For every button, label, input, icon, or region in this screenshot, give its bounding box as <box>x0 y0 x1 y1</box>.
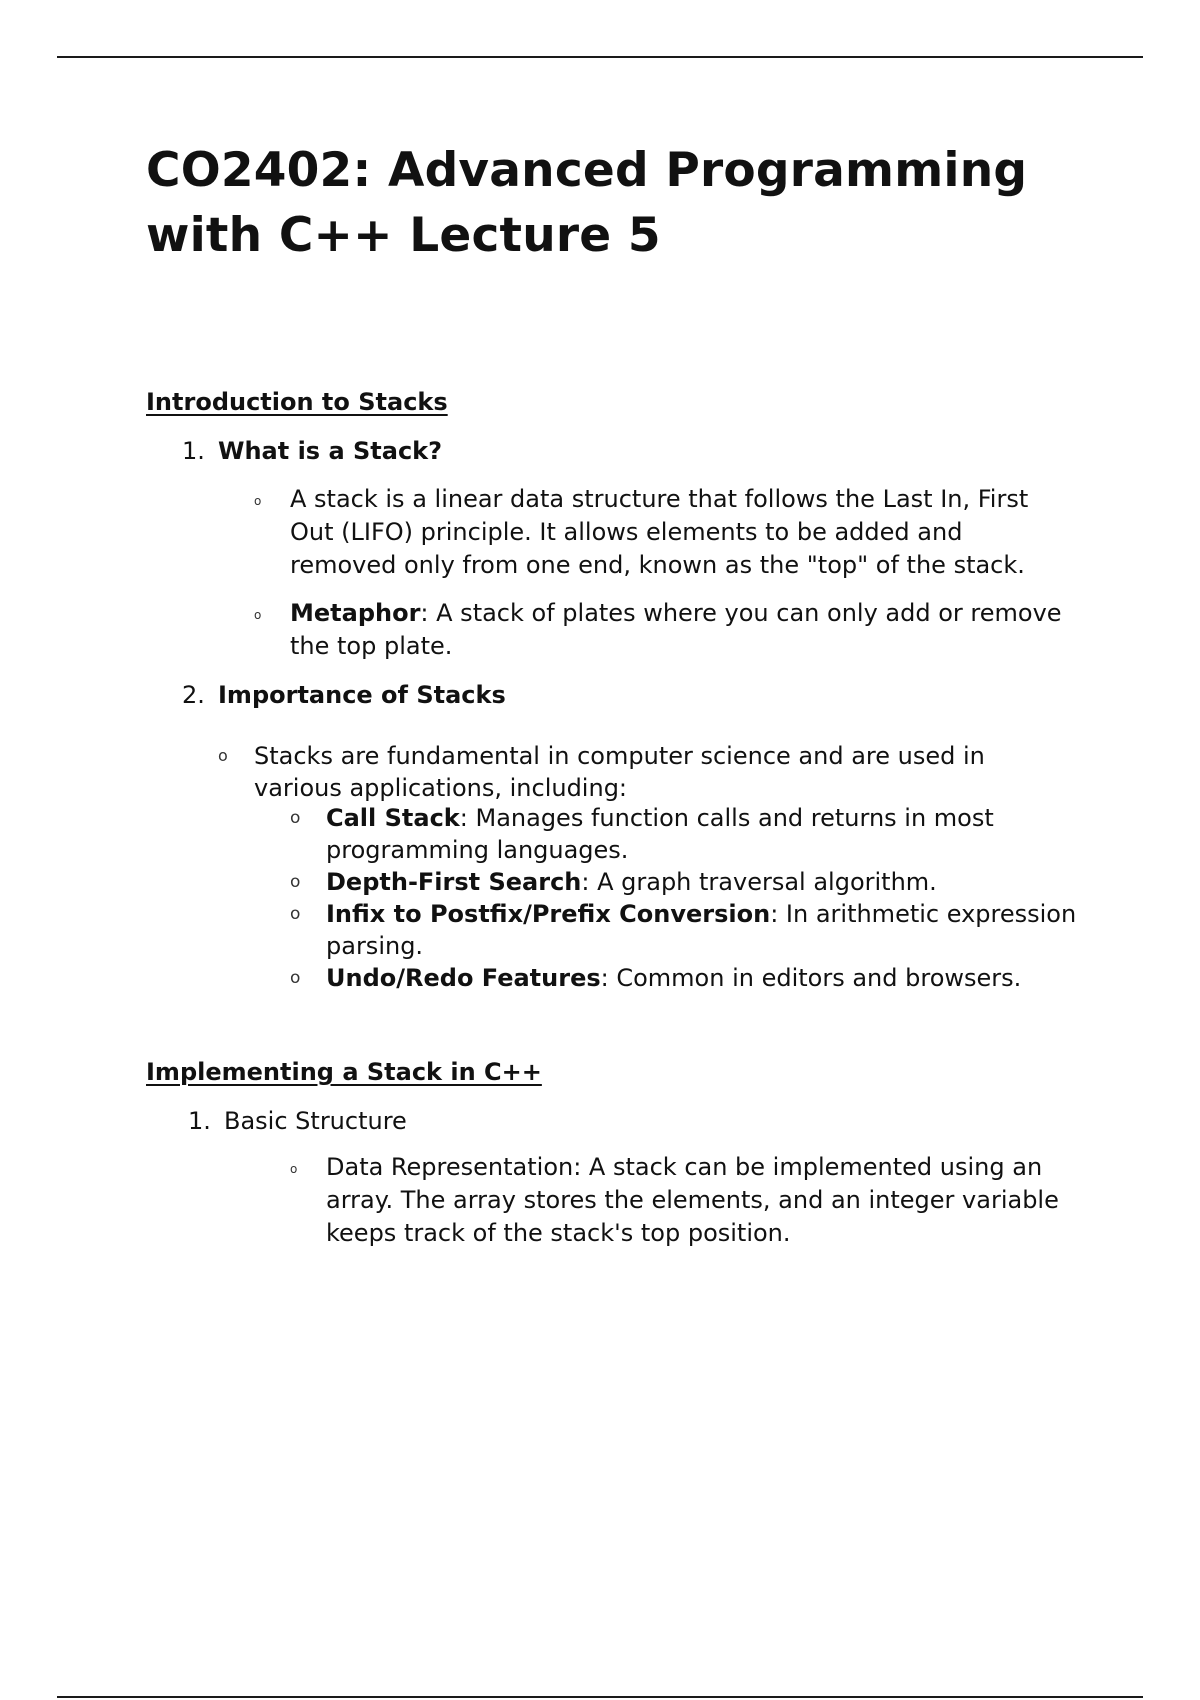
item-label: Basic Structure <box>224 1107 407 1135</box>
applications-sub-list <box>290 802 1086 994</box>
hollow-bullet-icon: o <box>254 608 262 622</box>
list-item-term: Depth-First Search <box>326 868 582 896</box>
page-title: CO2402: Advanced Programming with C++ Lecture 5 <box>146 143 1028 263</box>
bullet-text: : A stack of plates where you can only add or remove the top plate. <box>290 599 1062 660</box>
section-heading-introduction-to-stacks: Introduction to Stacks <box>146 388 448 416</box>
hollow-bullet-icon: o <box>290 808 301 828</box>
hollow-bullet-icon: o <box>290 904 301 924</box>
bullet-text: A stack is a linear data structure that follows the Last In, First Out (LIFO) principle. It allows elements to be added and removed only from one end, known as the "top" of the stack. <box>290 485 1029 579</box>
bullet-term: Metaphor <box>290 599 421 627</box>
numbered-item-basic-structure <box>188 1106 407 1136</box>
bullet-stack-applications <box>218 740 1034 804</box>
list-item <box>290 802 1086 866</box>
list-item-text: : In arithmetic expression parsing. <box>326 900 1077 960</box>
bottom-rule <box>57 1696 1143 1698</box>
list-item <box>290 866 1086 898</box>
hollow-bullet-icon: o <box>290 1162 298 1176</box>
list-item-text: : Common in editors and browsers. <box>600 964 1022 992</box>
list-item-term: Call Stack <box>326 804 460 832</box>
bullet-stack-definition <box>254 483 1070 582</box>
hollow-bullet-icon: o <box>254 494 262 508</box>
item-number: 2. <box>182 681 205 709</box>
hollow-bullet-icon: o <box>290 872 301 892</box>
bullet-text: Data Representation: A stack can be implemented using an array. The array stores the elements, and an integer variable keeps track of the stack's top position. <box>326 1153 1059 1247</box>
item-number: 1. <box>188 1107 211 1135</box>
list-item-text: : Manages function calls and returns in most programming languages. <box>326 804 994 864</box>
list-item <box>290 962 1086 994</box>
bullet-text: Stacks are fundamental in computer science and are used in various applications, including: <box>254 742 985 802</box>
hollow-bullet-icon: o <box>218 746 228 765</box>
section-heading-implementing-a-stack: Implementing a Stack in C++ <box>146 1058 542 1086</box>
item-label: What is a Stack? <box>218 437 443 465</box>
item-number: 1. <box>182 437 205 465</box>
list-item-text: : A graph traversal algorithm. <box>581 868 937 896</box>
bullet-metaphor <box>254 597 1070 663</box>
numbered-item-what-is-a-stack <box>182 436 442 466</box>
top-rule <box>57 56 1143 58</box>
item-label: Importance of Stacks <box>218 681 506 709</box>
list-item-term: Infix to Postfix/Prefix Conversion <box>326 900 771 928</box>
list-item <box>290 898 1086 962</box>
bullet-data-representation <box>290 1151 1086 1250</box>
hollow-bullet-icon: o <box>290 968 301 988</box>
list-item-term: Undo/Redo Features <box>326 964 601 992</box>
numbered-item-importance-of-stacks <box>182 680 506 710</box>
